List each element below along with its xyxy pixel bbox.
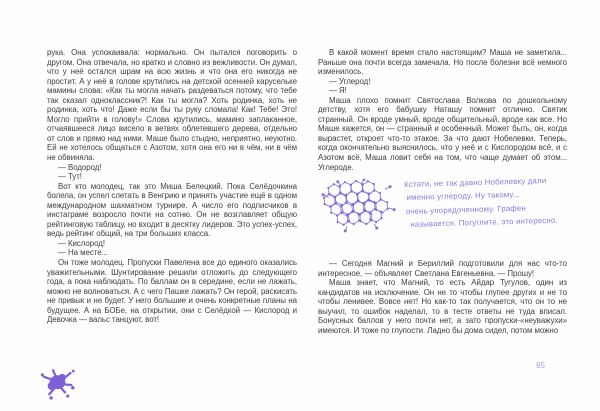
margin-note: [318, 176, 567, 256]
dialogue-line: — На месте...: [58, 248, 108, 258]
paragraph: рука. Она успокаивала: нормально. Он пытался поговорить о другом. Она отвечала, но кратко и словно из вежливости. Он думал, что у неё остался шрам на всю жизнь и что она его никогда не простит. А у неё в голове крутились на детской осенней карусельке мамины слова: «Как ты могла начать раздеваться потому, что тебе так сказал одноклассник?! Как ты могла? Хоть родинка, хоть не родинка, хоть что! Даже если бы ты руку сломала! Как! Тебе! Это! Могло прийти в голову!» Слова крутились, мамино заплаканное, отчаявшееся лицо висело в ветвях облетевшего дерева, отдельно от слов и прямо над ними. Маше было стыдно, неприятно, неуютно. Ей не хотелось общаться с Азотом, хотя она его ни в чём, ни в чём не обвиняла.: [47, 48, 297, 163]
left-page: [47, 48, 297, 325]
margin-note-text: [404, 173, 573, 231]
dialogue-line: — Тут!: [58, 172, 82, 182]
paragraph: Маша плохо помнит Святослава Волкова по дошкольному детству, хотя его бабушку Наташу помнит отлично. Святик странный. Он вроде умный, вроде общительный, вроде как все. Но Маше кажется, он — странный и особенный. Может быть, он, когда вырастет, откроет что-то этакое. За что дают Нобелевки. Теперь, когда окончательно выяснилось, что у неё и с Кислородом всё, и с Азотом всё, Маша ловит себя на том, что чаще думает об этом... Углероде.: [318, 95, 567, 172]
margin-note-line: очень упорядоченному. Графен: [405, 203, 527, 216]
dialogue-line: — Углерод!: [329, 76, 371, 86]
dialogue-line: — Я!: [329, 86, 347, 96]
paragraph: Вот кто молодец, так это Миша Белецкий. Пока Селёдочкина болела, он успел слетать в Венгрию и принять участие ещё в одном международном шахматном турнире. А число его подписчиков в инстаграме возросло почти на сотню. Он не возглавляет общую рейтинговую таблицу, но входит в десятку лидеров. Это успех-успех, ведь рейтинг общий, на три больших класса.: [47, 181, 297, 239]
right-page: [318, 48, 567, 335]
dialogue-line: — Водород!: [58, 162, 102, 172]
dialogue-line: — Кислород!: [58, 238, 105, 248]
paragraph: Маша знает, что Магний, то есть Айдар Тугулов, один из кандидатов на исключение. Он не то чтобы глупее других и не то чтобы ленивее. Вовсе нет! Но как-то так получается, что он то не выучил, то ошибок наделал, то в тесте ответы не туда вписал. Бонусных баллов у него почти нет, а зато пропуски-«неуважухи» имеются. И тоже по глупости. Ладно бы дома сидел, потом можно: [318, 278, 567, 335]
paragraph: В какой момент время стало настоящим? Маша не заметила... Раньше она почти всегда замечала. Но после болезни всё немного изменилось.: [318, 48, 567, 77]
margin-note-line: Кстати, не так давно Нобелевку дали: [404, 176, 547, 190]
margin-note-line: называется. Погуглите, это интересно.: [410, 216, 558, 230]
page-number: 85: [536, 361, 545, 370]
graphene-molecule-illustration: [320, 179, 398, 236]
paragraph: — Сегодня Магний и Бериллий подготовили для нас что-то интересное, — объявляет Светлана Евгеньевна. — Прошу!: [318, 259, 567, 278]
paragraph: Он тоже молодец. Пропуски Павелена все до единого оказались уважительными. Шунтирование решили отложить до следующего года, а пока наблюдать. По баллам он в середине, если не лажать, можно не волноваться. А с чего Пашке лажать? Он герой, раскисать не привык и не будет. У него большие и очень конкретные планы на будущее. А на БОБе, на открытии, они с Селёдкой — Кислород и Девочка — вальс танцуют, вот!: [47, 258, 297, 325]
margin-note-line: именно углероду. Ну такому...: [406, 190, 520, 203]
ink-splash-icon: [40, 367, 77, 403]
